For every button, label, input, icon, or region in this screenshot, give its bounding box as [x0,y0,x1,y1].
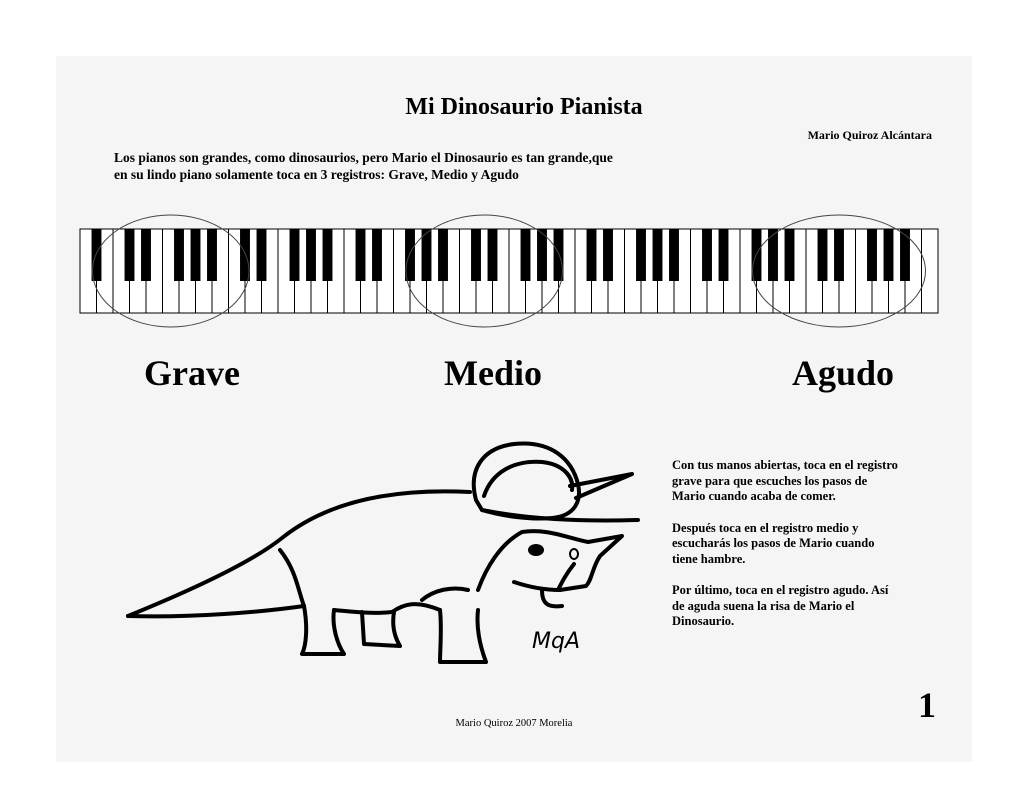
author-name: Mario Quiroz Alcántara [807,128,932,142]
instruction-line: Con tus manos abiertas, toca en el registro [672,458,898,472]
black-key [207,229,217,281]
black-key [125,229,135,281]
dino-nostril [570,549,578,559]
dino-front-shoulder [422,588,468,600]
black-key [719,229,729,281]
black-key [438,229,448,281]
instruction-line: Por último, toca en el registro agudo. Así [672,583,889,597]
dino-middle-leg [362,612,400,646]
black-key [290,229,300,281]
black-key [603,229,613,281]
dino-front-leg [440,610,486,662]
black-key [174,229,184,281]
instruction-line: tiene hambre. [672,551,746,566]
white-key [922,229,939,313]
instruction-line: escucharás los pasos de Mario cuando [672,536,875,550]
instruction-paragraph [672,458,952,505]
triceratops-drawing [122,440,642,680]
dino-back-line [128,491,470,616]
register-label-agudo: Agudo [792,353,895,393]
black-key [785,229,795,281]
instruction-line: Mario cuando acaba de comer. [672,489,836,503]
instruction-line: Dinosaurio. [672,614,735,628]
black-key [669,229,679,281]
black-key [900,229,910,281]
instruction-paragraph [672,521,952,568]
page-number: 1 [918,685,936,725]
instruction-paragraph [672,583,952,630]
black-key [884,229,894,281]
black-key [818,229,828,281]
register-label-medio: Medio [444,353,542,393]
black-key [867,229,877,281]
dino-rear-thigh [280,550,304,606]
black-key [422,229,432,281]
black-key [471,229,481,281]
intro-line: en su lindo piano solamente toca en 3 registros: Grave, Medio y Agudo [114,167,519,182]
black-key [636,229,646,281]
signature: MqA [532,629,580,654]
black-key [257,229,267,281]
black-key [141,229,151,281]
dino-frill-inner [484,462,572,496]
black-key [323,229,333,281]
dino-eye [528,544,544,556]
black-key [537,229,547,281]
dino-chin [542,590,562,606]
dino-face [478,531,622,590]
black-key [768,229,778,281]
black-key [702,229,712,281]
worksheet-page [56,56,972,762]
dino-jaw [558,564,574,590]
intro-line: Los pianos son grandes, como dinosaurios, pero Mario el Dinosaurio es tan grande,que [114,150,613,165]
instruction-line: de aguda suena la risa de Mario el [672,598,855,613]
black-key [521,229,531,281]
footer-credit: Mario Quiroz 2007 Morelia [455,718,573,729]
dino-belly-line [128,606,304,616]
black-key [372,229,382,281]
black-key [834,229,844,281]
black-key [488,229,498,281]
piano-keyboard [80,228,938,314]
page-title: Mi Dinosaurio Pianista [405,94,643,120]
dino-rear-leg [302,606,344,654]
black-key [653,229,663,281]
register-label-grave: Grave [144,353,240,393]
black-key [306,229,316,281]
intro-paragraph [114,149,754,183]
instruction-line: grave para que escuches los pasos de [672,473,868,488]
black-key [191,229,201,281]
dino-chest [392,604,440,612]
instruction-line: Después toca en el registro medio y [672,520,859,535]
black-key [587,229,597,281]
black-key [356,229,366,281]
instructions-block [672,458,952,646]
